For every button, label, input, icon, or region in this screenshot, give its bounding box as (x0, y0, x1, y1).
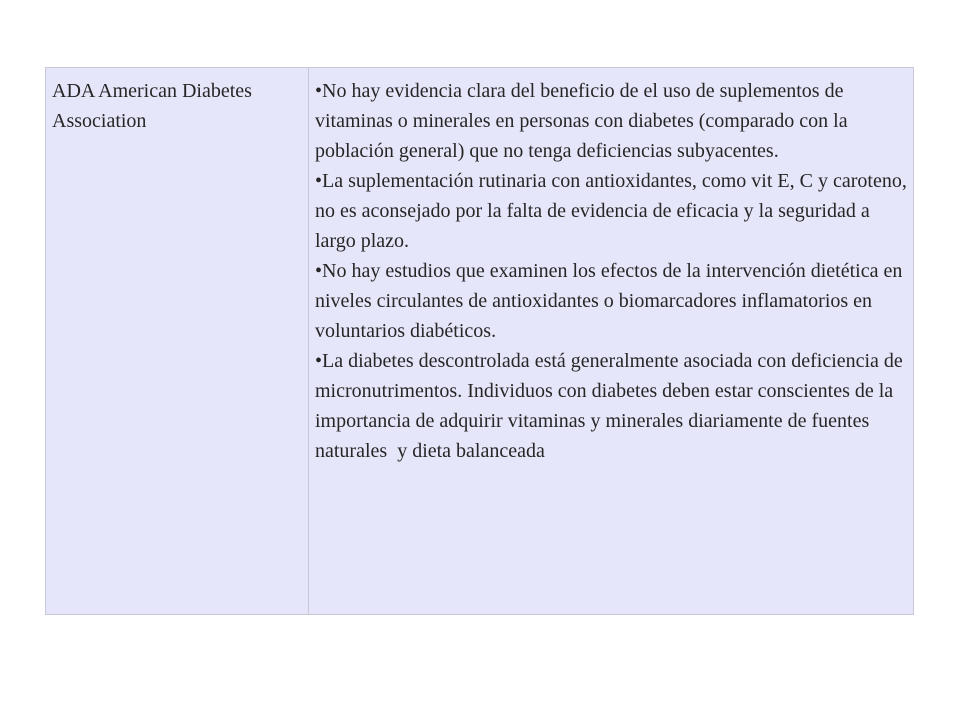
recommendation-table (45, 67, 914, 615)
recommendations-cell (309, 68, 913, 614)
recommendation-bullet-2: •La suplementación rutinaria con antioxidantes, como vit E, C y caroteno, no es aconsejado por la falta de evidencia de eficacia y la seguridad a largo plazo. (315, 170, 912, 252)
recommendation-bullet-1: •No hay evidencia clara del beneficio de el uso de suplementos de vitaminas o minerales en personas con diabetes (comparado con la población general) que no tenga deficiencias subyacentes. (315, 80, 853, 162)
recommendation-bullet-3: •No hay estudios que examinen los efectos de la intervención dietética en niveles circulantes de antioxidantes o biomarcadores inflamatorios en voluntarios diabéticos. (315, 260, 908, 342)
organization-cell (46, 68, 309, 614)
recommendation-bullet-4: •La diabetes descontrolada está generalmente asociada con deficiencia de micronutrimentos. Individuos con diabetes deben estar conscientes de la importancia de adquirir vitaminas y minerales diariamente de fuentes naturales y dieta balanceada (315, 350, 908, 462)
organization-name: ADA American Diabetes Association (52, 80, 252, 132)
